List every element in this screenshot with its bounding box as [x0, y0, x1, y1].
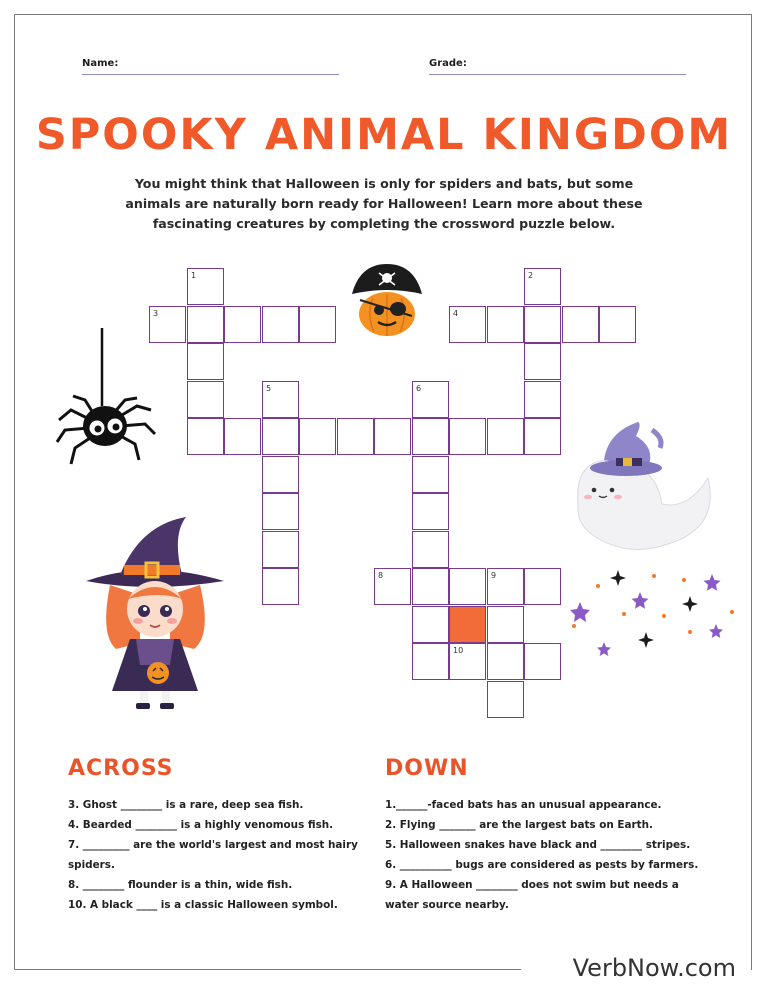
crossword-cell[interactable]	[412, 381, 449, 418]
grade-line[interactable]	[429, 74, 686, 75]
across-clue: 8. ________ flounder is a thin, wide fish.	[68, 879, 293, 891]
crossword-cell[interactable]	[374, 568, 411, 605]
clue-number: 8	[378, 571, 384, 580]
crossword-cell[interactable]	[187, 418, 224, 455]
crossword-cell[interactable]	[487, 643, 524, 680]
crossword-cell[interactable]	[449, 306, 486, 343]
clue-number: 1	[191, 271, 197, 280]
page-title: SPOOKY ANIMAL KINGDOM	[35, 110, 733, 160]
crossword-cell[interactable]	[262, 381, 299, 418]
crossword-cell[interactable]	[487, 418, 524, 455]
crossword-cell[interactable]	[187, 268, 224, 305]
crossword-cell[interactable]	[224, 306, 261, 343]
crossword-cell[interactable]	[412, 568, 449, 605]
crossword-cell[interactable]	[599, 306, 636, 343]
clue-number: 6	[416, 384, 422, 393]
crossword-cell[interactable]	[449, 418, 486, 455]
crossword-cell[interactable]	[299, 306, 336, 343]
crossword-cell[interactable]	[262, 456, 299, 493]
crossword-cell[interactable]	[449, 568, 486, 605]
crossword-cell[interactable]	[562, 306, 599, 343]
down-clue: 6. __________ bugs are considered as pests by farmers.	[385, 859, 699, 871]
crossword-cell[interactable]	[412, 418, 449, 455]
crossword-cell[interactable]	[524, 643, 561, 680]
clue-number: 9	[491, 571, 497, 580]
crossword-cell[interactable]	[262, 493, 299, 530]
crossword-cell[interactable]	[487, 606, 524, 643]
crossword-cell[interactable]	[524, 381, 561, 418]
across-clue: 7. _________ are the world's largest and most hairy spiders.	[68, 839, 358, 871]
crossword-cell[interactable]	[524, 306, 561, 343]
crossword-cell[interactable]	[412, 493, 449, 530]
across-clues	[68, 795, 368, 915]
crossword-cell[interactable]	[412, 643, 449, 680]
crossword-cell[interactable]	[449, 606, 486, 643]
crossword-cell[interactable]	[262, 568, 299, 605]
crossword-cell[interactable]	[487, 568, 524, 605]
down-clues	[385, 795, 715, 915]
crossword-cell[interactable]	[262, 531, 299, 568]
crossword-cell[interactable]	[337, 418, 374, 455]
crossword-cell[interactable]	[524, 268, 561, 305]
pirate-pumpkin-icon	[346, 260, 428, 338]
spider-icon	[55, 328, 159, 466]
crossword-cell[interactable]	[487, 681, 524, 718]
across-heading: ACROSS	[68, 756, 174, 781]
grade-label: Grade:	[429, 58, 467, 69]
sparkle-stars-icon	[568, 568, 738, 658]
brand-watermark: VerbNow.com	[565, 954, 736, 982]
crossword-cell[interactable]	[449, 643, 486, 680]
crossword-cell[interactable]	[262, 306, 299, 343]
crossword-cell[interactable]	[412, 531, 449, 568]
clue-number: 2	[528, 271, 534, 280]
down-clue: 2. Flying _______ are the largest bats on Earth.	[385, 819, 653, 831]
down-clue: 9. A Halloween ________ does not swim but needs a water source nearby.	[385, 879, 679, 911]
clue-number: 5	[266, 384, 272, 393]
clue-number: 10	[453, 646, 464, 655]
intro-paragraph: You might think that Halloween is only for spiders and bats, but some animals are naturally born ready for Halloween! Learn more about these fascinating creatures by completing the crossword puzzle below.	[125, 176, 643, 231]
crossword-cell[interactable]	[487, 306, 524, 343]
crossword-cell[interactable]	[412, 606, 449, 643]
crossword-cell[interactable]	[187, 306, 224, 343]
witch-girl-icon	[80, 515, 230, 711]
crossword-cell[interactable]	[262, 418, 299, 455]
name-label: Name:	[82, 58, 119, 69]
across-clue: 3. Ghost ________ is a rare, deep sea fish.	[68, 799, 304, 811]
down-clue: 5. Halloween snakes have black and ________ stripes.	[385, 839, 691, 851]
crossword-cell[interactable]	[187, 381, 224, 418]
down-heading: DOWN	[385, 756, 469, 781]
crossword-cell[interactable]	[299, 418, 336, 455]
across-clue: 10. A black ____ is a classic Halloween symbol.	[68, 899, 338, 911]
crossword-cell[interactable]	[374, 418, 411, 455]
down-clue: 1.______-faced bats has an unusual appearance.	[385, 799, 662, 811]
clue-number: 4	[453, 309, 459, 318]
crossword-cell[interactable]	[187, 343, 224, 380]
clue-number: 3	[153, 309, 159, 318]
crossword-cell[interactable]	[524, 343, 561, 380]
crossword-cell[interactable]	[224, 418, 261, 455]
crossword-cell[interactable]	[524, 418, 561, 455]
crossword-cell[interactable]	[524, 568, 561, 605]
ghost-witch-hat-icon	[568, 418, 724, 558]
name-line[interactable]	[82, 74, 339, 75]
across-clue: 4. Bearded ________ is a highly venomous fish.	[68, 819, 334, 831]
crossword-cell[interactable]	[412, 456, 449, 493]
